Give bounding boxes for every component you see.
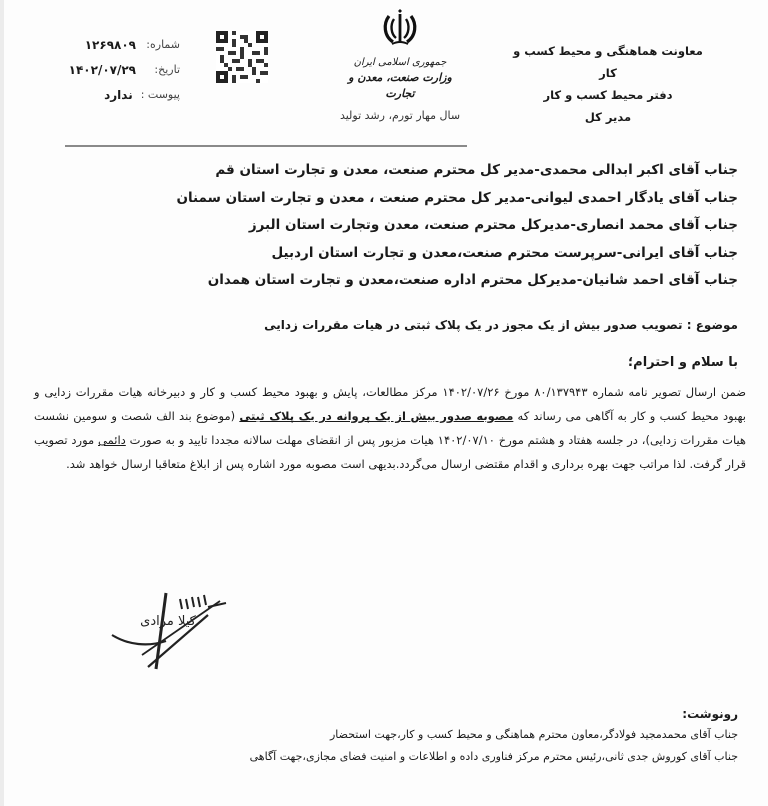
body-underlined-word: دائمی xyxy=(98,433,126,447)
cc-title: رونوشت: xyxy=(682,707,738,721)
attachment-label: پیوست : xyxy=(140,88,180,101)
ministry-name: وزارت صنعت، معدن و تجارت xyxy=(348,71,452,100)
recipient-item: جناب آقای اکبر ابدالی محمدی-مدیر کل محترم صنعت، معدن و تجارت استان قم xyxy=(215,162,738,178)
republic-name: جمهوری اسلامی ایران xyxy=(353,57,447,68)
department-line: مدیر کل xyxy=(584,110,632,124)
recipient-item: جناب آقای محمد انصاری-مدیرکل محترم صنعت، معدن وتجارت استان البرز xyxy=(248,217,738,233)
greeting: با سلام و احترام؛ xyxy=(627,355,738,370)
number-label: شماره: xyxy=(146,38,180,51)
page-edge xyxy=(0,0,4,806)
cc-recipient: جناب آقای محمدمجید فولادگر،معاون محترم هماهنگی و محیط کسب و کار،جهت استحضار xyxy=(330,728,738,741)
letter-date: ۱۴۰۲/۰۷/۲۹ xyxy=(68,62,136,77)
body-text-part: (موضوع بند الف شصت و سومین نشست هیات مقررات زدایی)، در جلسه هفتاد و هشتم مورخ ۱۴۰۲/۰۷/۱۰ هیات مزبور پس از انقضای مهلت سالانه مجددا تایید و به صورت xyxy=(34,409,746,447)
attachment-row xyxy=(40,82,180,107)
letter-meta xyxy=(40,32,180,107)
body-text-part: ضمن ارسال تصویر نامه شماره ۸۰/۱۳۷۹۴۳ مورخ ۱۴۰۲/۰۷/۲۶ مرکز مطالعات، پایش و بهبود محیط کسب و کار و دبیرخانه هیات مقررات زدایی و بهبود محیط کسب و کار به آگاهی می رساند که xyxy=(34,385,747,423)
body-emphasis: مصوبه صدور بیش از یک پروانه در یک پلاک ثبتی xyxy=(239,409,514,423)
letter-subject: موضوع : تصویب صدور بیش از یک مجوز در یک پلاک ثبتی در هیات مقررات زدایی xyxy=(264,318,738,332)
ministry-emblem-block xyxy=(335,6,465,126)
attachment-value: ندارد xyxy=(104,87,133,102)
cc-block xyxy=(178,704,738,768)
letter-date-row xyxy=(40,57,180,82)
department-line: دفتر محیط کسب و کار xyxy=(543,88,673,102)
date-label: تاریخ: xyxy=(154,63,180,76)
letter-body xyxy=(34,380,746,476)
letter-number: ۱۲۶۹۸۰۹ xyxy=(84,37,136,52)
recipient-item: جناب آقای احمد شانیان-مدیرکل محترم اداره صنعت،معدن و تجارت استان همدان xyxy=(207,272,738,288)
qr-code-icon xyxy=(216,31,268,83)
header-divider xyxy=(65,145,467,147)
department-line: معاونت هماهنگی و محیط کسب و کار xyxy=(513,44,703,80)
signature-name: کیلا مرادی xyxy=(140,614,196,629)
recipient-item: جناب آقای یادگار احمدی لیوانی-مدیر کل محترم صنعت ، معدن و تجارت استان سمنان xyxy=(176,189,738,206)
handwritten-signature-icon xyxy=(108,585,228,675)
year-slogan: سال مهار تورم، رشد تولید xyxy=(339,109,461,122)
recipients-list xyxy=(178,157,738,295)
recipient-item: جناب آقای ایرانی-سرپرست محترم صنعت،معدن و تجارت استان اردبیل xyxy=(271,244,738,261)
cc-recipient: جناب آقای کوروش جدی ثانی،رئیس محترم مرکز فناوری داده و اطلاعات و امنیت فضای مجازی،جهت آگاهی xyxy=(249,750,738,763)
letter-number-row xyxy=(40,32,180,57)
iran-emblem-icon xyxy=(380,6,420,48)
body-text-part: مورد تصویب قرار گرفت. لذا مراتب جهت بهره برداری و اقدام مقتضی ارسال می‌گردد.بدیهی است مصوبه مورد اشاره پس از ابلاغ متعاقبا ارسال خواهد شد. xyxy=(34,433,746,471)
department-header xyxy=(508,40,708,128)
